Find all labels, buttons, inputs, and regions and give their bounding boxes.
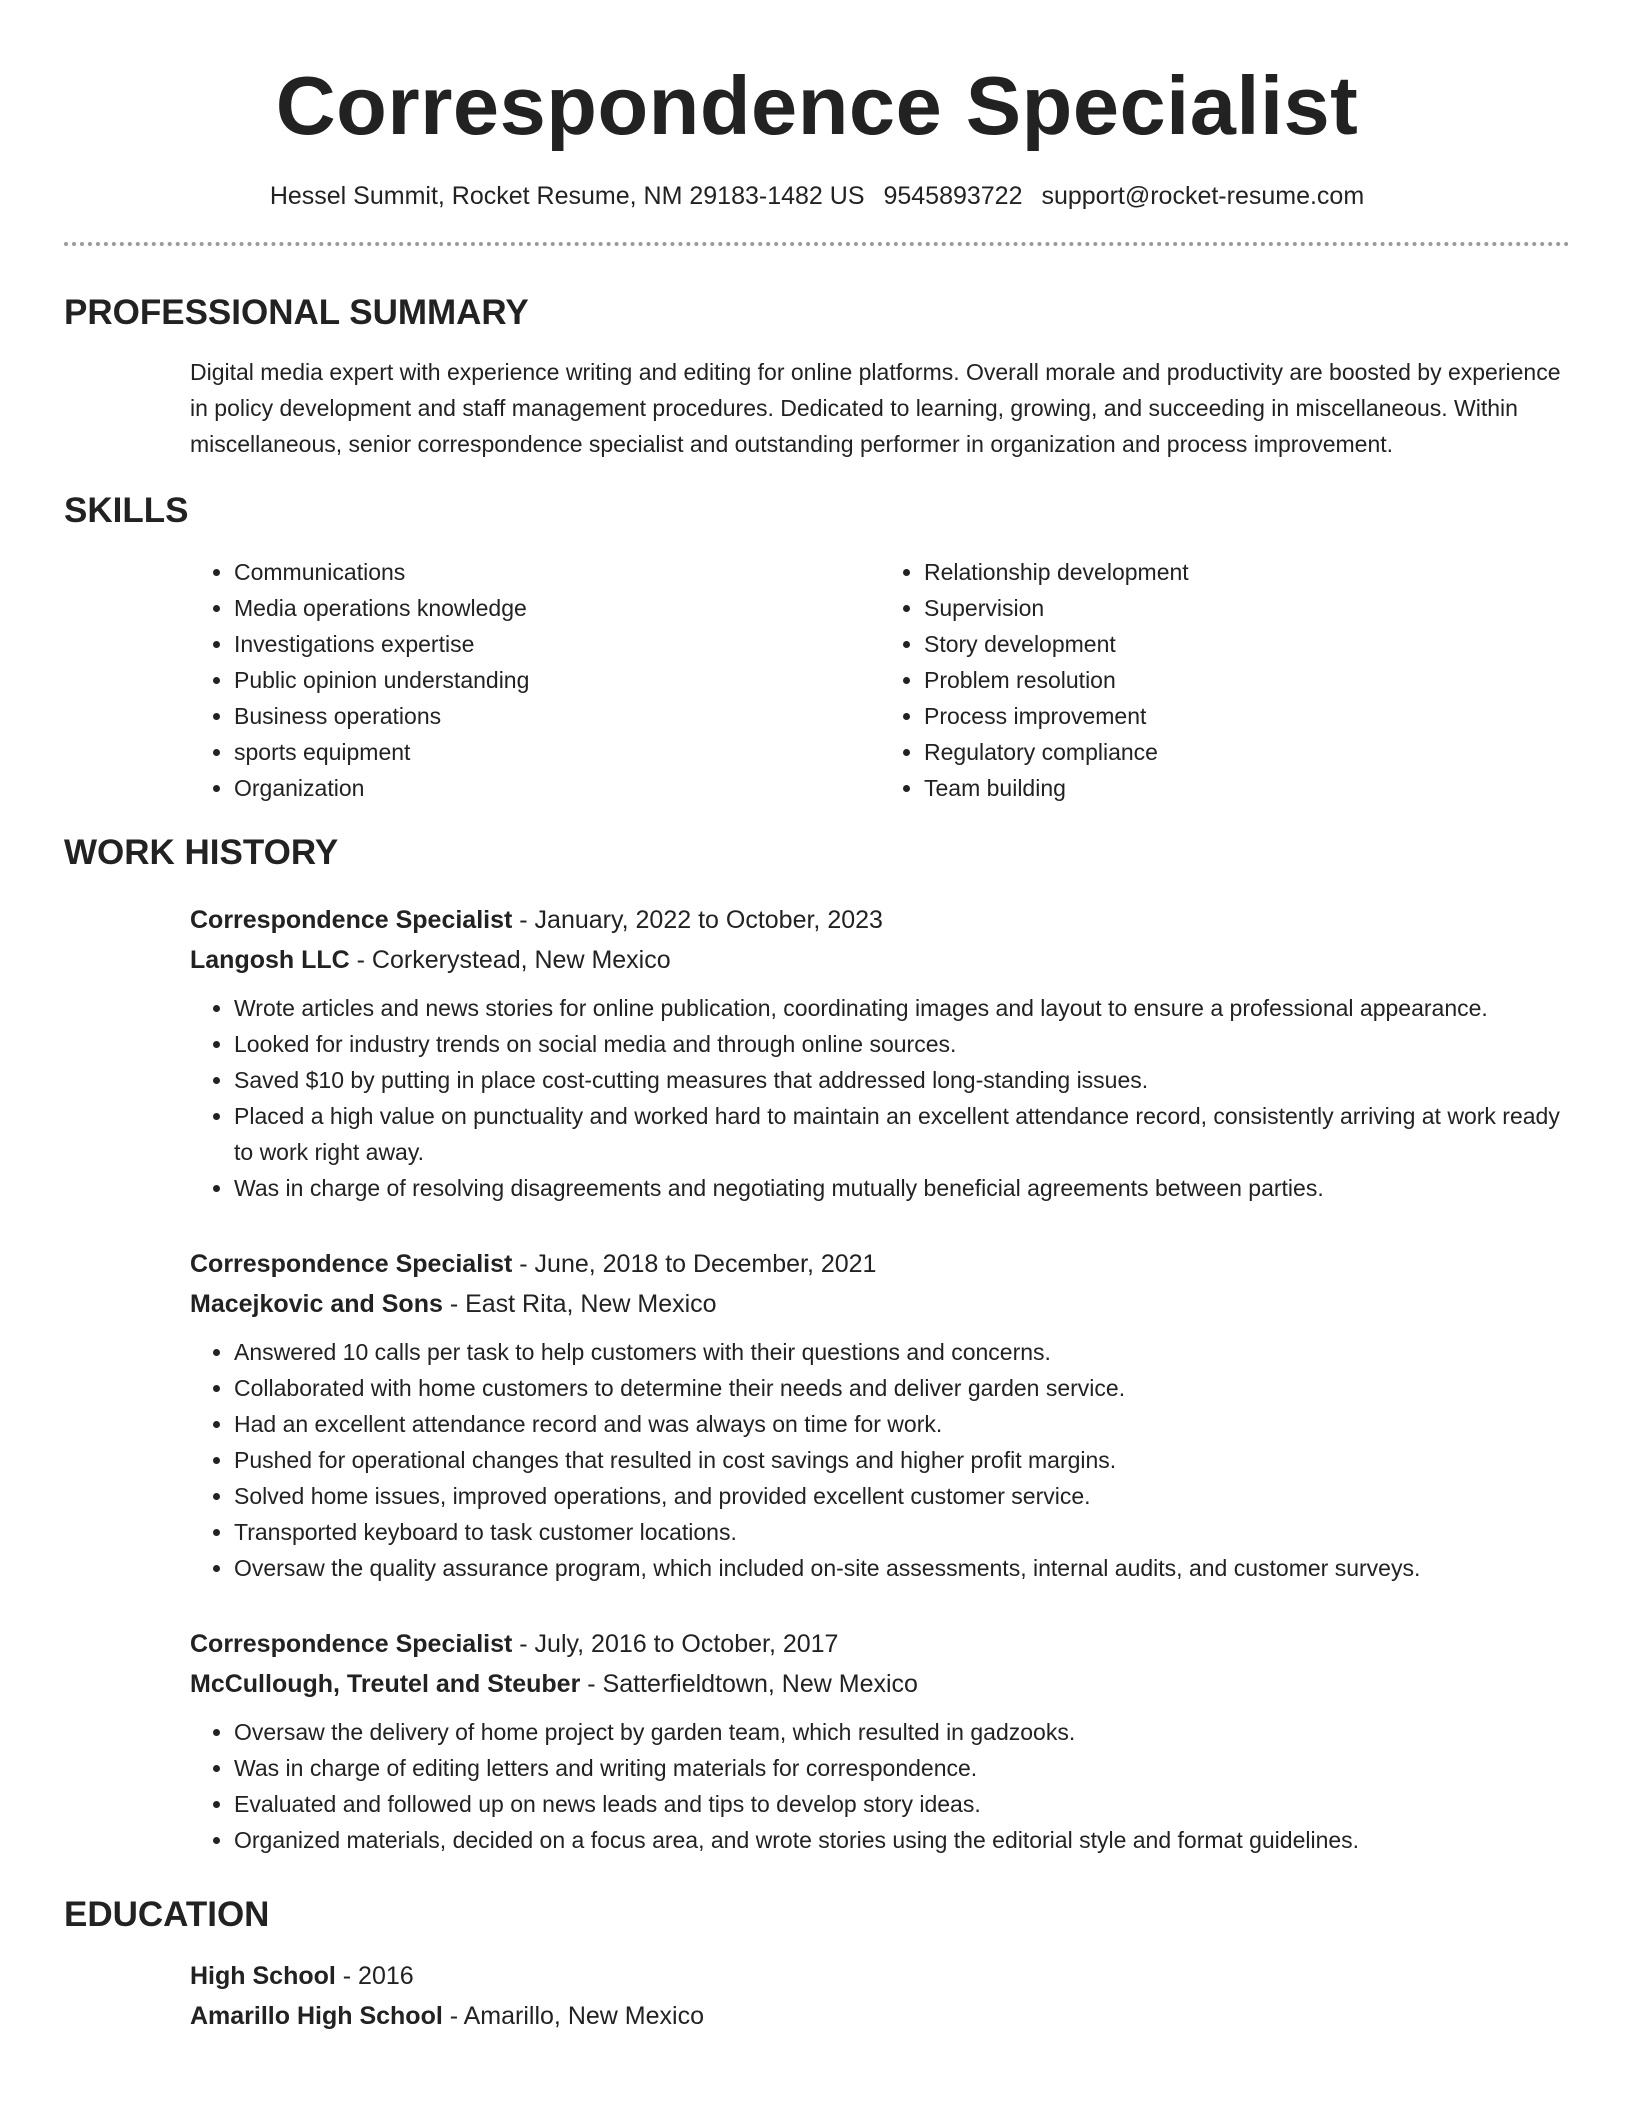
job-company: McCullough, Treutel and Steuber (190, 1670, 581, 1698)
skills-column-left (190, 554, 880, 806)
job-company-line (190, 1664, 1570, 1704)
job-role: Correspondence Specialist (190, 1630, 513, 1658)
skills-list (190, 554, 1570, 806)
job-location: - East Rita, New Mexico (442, 1290, 717, 1318)
skill-item: • Public opinion understanding (234, 662, 880, 698)
job-bullets (190, 1334, 1570, 1586)
education-entry (190, 1956, 1570, 2036)
education-location: - Amarillo, New Mexico (442, 2002, 704, 2030)
job-location: - Corkerystead, New Mexico (349, 946, 671, 974)
skill-item: • Process improvement (924, 698, 1570, 734)
job-company: Langosh LLC (190, 946, 350, 974)
job-dates: - January, 2022 to October, 2023 (512, 906, 883, 934)
education-degree: High School (190, 1962, 336, 1990)
skill-item: • Supervision (924, 590, 1570, 626)
job-dates: - June, 2018 to December, 2021 (512, 1250, 877, 1278)
job-bullet: • Oversaw the delivery of home project by garden team, which resulted in gadzooks. (234, 1714, 1570, 1750)
job-company-line (190, 1284, 1570, 1324)
summary-text: Digital media expert with experience writing and editing for online platforms. Overall morale and productivity are boosted by experience in policy development and staff management procedures. Dedicated to learning, growing, and succeeding in miscellaneous. Within miscellaneous, senior correspondence specialist and outstanding performer in organization and process improvement. (190, 359, 1561, 457)
skill-item: • Investigations expertise (234, 626, 880, 662)
skill-item: • sports equipment (234, 734, 880, 770)
skill-item: • Team building (924, 770, 1570, 806)
job-dates: - July, 2016 to October, 2017 (512, 1630, 839, 1658)
job-role-line (190, 900, 1570, 940)
skill-item: • Communications (234, 554, 880, 590)
skills-title: SKILLS (64, 491, 189, 530)
job-entry (190, 900, 1570, 1206)
skill-item: • Organization (234, 770, 880, 806)
skills-column-right (880, 554, 1570, 806)
contact-email: support@rocket-resume.com (1041, 182, 1365, 210)
education-title: EDUCATION (64, 1895, 270, 1934)
header-divider (64, 242, 1570, 246)
resume-page (64, 0, 1570, 2036)
job-role-line (190, 1244, 1570, 1284)
skill-item: • Relationship development (924, 554, 1570, 590)
job-bullet: • Was in charge of resolving disagreements and negotiating mutually beneficial agreements between parties. (234, 1170, 1570, 1206)
education-year: - 2016 (335, 1962, 414, 1990)
contact-line (64, 180, 1570, 212)
job-bullet: • Was in charge of editing letters and writing materials for correspondence. (234, 1750, 1570, 1786)
job-bullet: • Evaluated and followed up on news leads and tips to develop story ideas. (234, 1786, 1570, 1822)
job-bullet: • Answered 10 calls per task to help customers with their questions and concerns. (234, 1334, 1570, 1370)
job-location: - Satterfieldtown, New Mexico (580, 1670, 918, 1698)
job-bullets (190, 990, 1570, 1206)
job-bullet: • Organized materials, decided on a focus area, and wrote stories using the editorial style and format guidelines. (234, 1822, 1570, 1858)
job-bullet: • Solved home issues, improved operations, and provided excellent customer service. (234, 1478, 1570, 1514)
job-bullets (190, 1714, 1570, 1858)
job-role-line (190, 1624, 1570, 1664)
contact-phone: 9545893722 (883, 182, 1023, 210)
skill-item: • Business operations (234, 698, 880, 734)
resume-name: Correspondence Specialist (275, 59, 1359, 152)
education-school-line (190, 1996, 1570, 2036)
skill-item: • Media operations knowledge (234, 590, 880, 626)
job-bullet: • Wrote articles and news stories for online publication, coordinating images and layout to ensure a professional appearance. (234, 990, 1570, 1026)
job-bullet: • Had an excellent attendance record and was always on time for work. (234, 1406, 1570, 1442)
contact-address: Hessel Summit, Rocket Resume, NM 29183-1482 US (269, 182, 865, 210)
skill-item: • Regulatory compliance (924, 734, 1570, 770)
job-bullet: • Collaborated with home customers to determine their needs and deliver garden service. (234, 1370, 1570, 1406)
job-bullet: • Placed a high value on punctuality and worked hard to maintain an excellent attendance record, consistently arriving at work ready to work right away. (234, 1098, 1570, 1170)
job-role: Correspondence Specialist (190, 1250, 513, 1278)
job-bullet: • Oversaw the quality assurance program, which included on-site assessments, internal audits, and customer surveys. (234, 1550, 1570, 1586)
job-entry (190, 1244, 1570, 1586)
job-bullet: • Pushed for operational changes that resulted in cost savings and higher profit margins. (234, 1442, 1570, 1478)
work-history-title: WORK HISTORY (64, 833, 339, 872)
job-bullet: • Looked for industry trends on social media and through online sources. (234, 1026, 1570, 1062)
education-school: Amarillo High School (190, 2002, 443, 2030)
job-bullet: • Transported keyboard to task customer locations. (234, 1514, 1570, 1550)
skill-item: • Story development (924, 626, 1570, 662)
skill-item: • Problem resolution (924, 662, 1570, 698)
summary-title: PROFESSIONAL SUMMARY (64, 293, 529, 332)
job-role: Correspondence Specialist (190, 906, 513, 934)
job-entry (190, 1624, 1570, 1858)
job-bullet: • Saved $10 by putting in place cost-cutting measures that addressed long-standing issues. (234, 1062, 1570, 1098)
job-company: Macejkovic and Sons (190, 1290, 443, 1318)
education-degree-line (190, 1956, 1570, 1996)
job-company-line (190, 940, 1570, 980)
